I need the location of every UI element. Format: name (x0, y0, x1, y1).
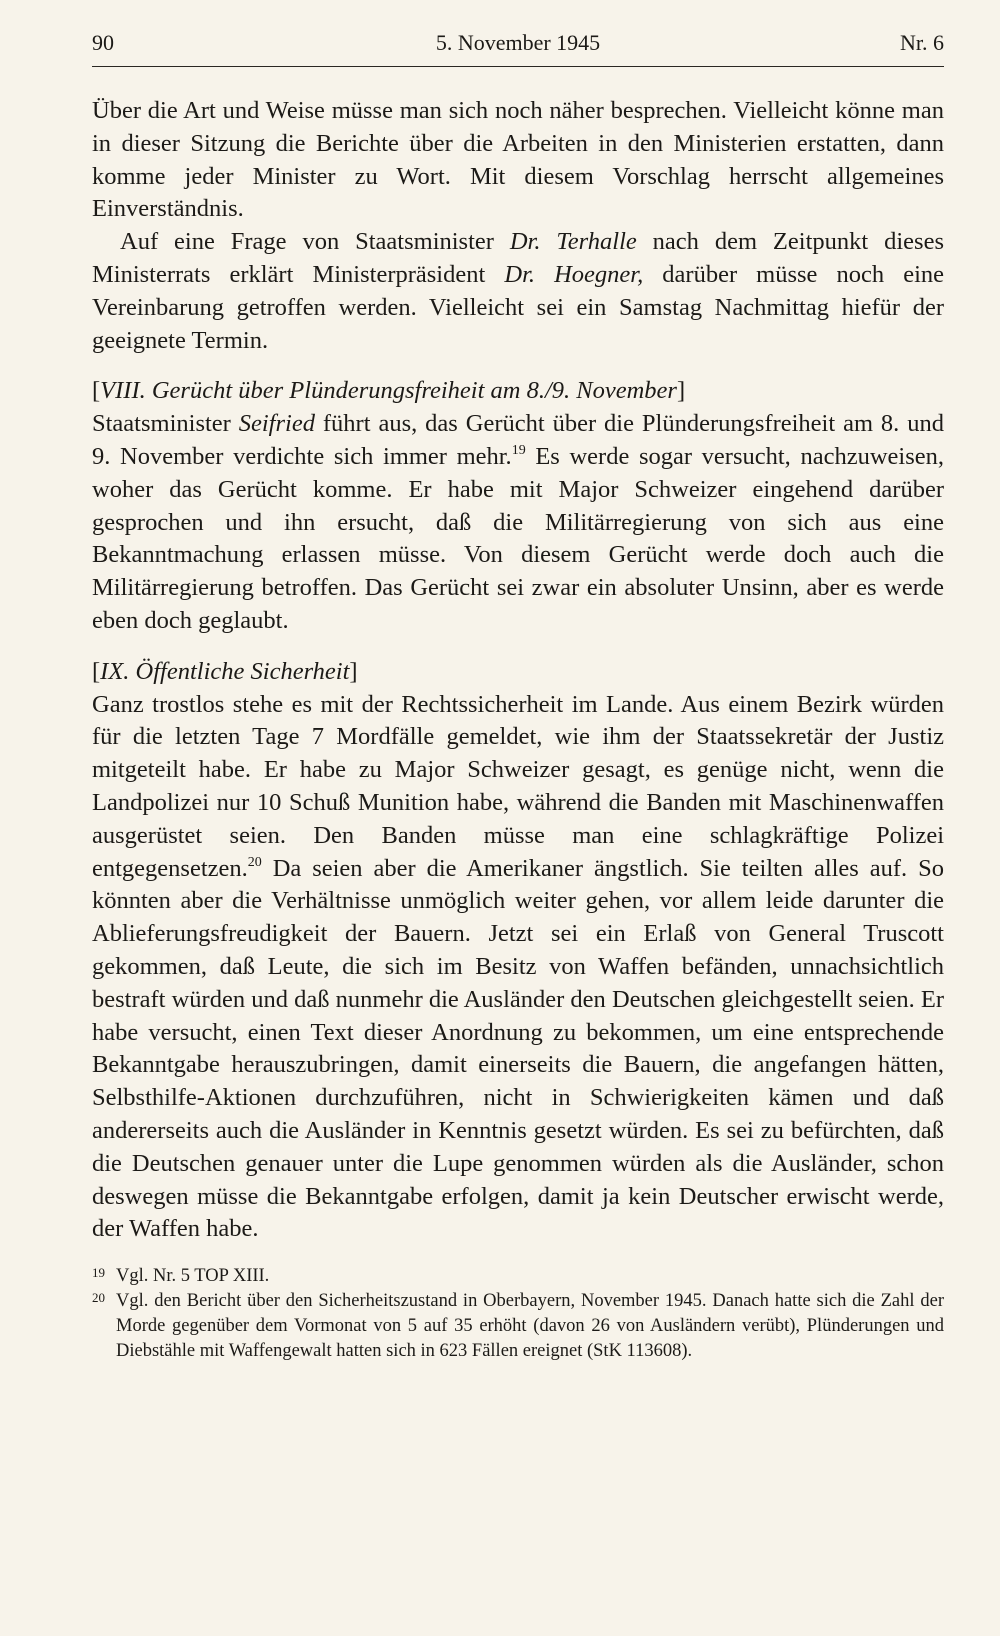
footnote-number: 20 (92, 1290, 105, 1306)
body-text (92, 95, 944, 1246)
text-run: nach dem Zeitpunkt dieses Ministerrats erklärt Ministerpräsident (92, 228, 944, 288)
text-run: darüber müsse noch eine Vereinbarung getroffen werden. Vielleicht sei ein Samstag Nachmittag hiefür der geeignete Termin. (92, 260, 944, 354)
paragraph: Über die Art und Weise müsse man sich noch näher besprechen. Vielleicht könne man in dieser Sitzung die Berichte über die Arbeiten in den Ministerien erstatten, dann komme jeder Minister zu Wort. Mit diesem Vorschlag herrscht allgemeines Einverständnis. (92, 97, 944, 223)
header-date: 5. November 1945 (435, 30, 601, 55)
person-name: Seifried (238, 410, 315, 438)
paragraph (92, 226, 944, 357)
footnote-text: Vgl. Nr. 5 TOP XIII. (116, 1266, 270, 1287)
section-heading (92, 375, 944, 408)
paragraph (92, 689, 944, 1247)
text-run: Es werde sogar versucht, nachzuweisen, woher das Gerücht komme. Er habe mit Major Schweizer eingehend darüber gesprochen und ihn ersucht, daß die Militärregierung von sich aus eine Bekanntmachung erlassen müsse. Von diesem Gerücht werde doch auch die Militärregierung betroffen. Das Gerücht sei zwar ein absoluter Unsinn, aber es werde eben doch geglaubt. (92, 442, 944, 634)
section-title: IX. Öffentliche Sicherheit (100, 657, 350, 685)
person-name: Dr. Terhalle (509, 228, 637, 256)
footnote (92, 1264, 944, 1289)
document-page (92, 30, 944, 1364)
bracket: [ (92, 657, 101, 685)
bracket: ] (349, 657, 358, 685)
footnote-ref[interactable]: 19 (511, 442, 526, 458)
bracket: ] (676, 377, 686, 405)
page-number: 90 (92, 30, 114, 55)
paragraph (92, 408, 944, 638)
running-header (92, 30, 944, 67)
text-run: Ganz trostlos stehe es mit der Rechtssicherheit im Lande. Aus einem Bezirk würden für die letzten Tage 7 Mordfälle gemeldet, wie ihm der Staatssekretär der Justiz mitgeteilt habe. Er habe zu Major Schweizer gesagt, es genüge nicht, wenn die Landpolizei nur 10 Schuß Munition habe, während die Banden mit Maschinenwaffen ausgerüstet seien. Den Banden müsse man eine schlagkräftige Polizei entgegensetzen. (92, 690, 944, 882)
footnote (92, 1289, 944, 1364)
person-name: Dr. Hoegner, (504, 260, 644, 288)
footnote-number: 19 (92, 1265, 105, 1281)
text-run: Staatsminister (92, 410, 239, 438)
text-run: führt aus, das Gerücht über die Plünderungsfreiheit am 8. und 9. November verdichte sich immer mehr. (92, 410, 944, 470)
bracket: [ (92, 377, 101, 405)
footnote-ref[interactable]: 20 (247, 854, 262, 870)
footnote-text: Vgl. den Bericht über den Sicherheitszustand in Oberbayern, November 1945. Danach hatte sich die Zahl der Morde gegenüber dem Vormonat von 5 auf 35 erhöht (davon 26 von Ausländern verübt), Plünderungen und Diebstähle mit Waffengewalt hatten sich in 623 Fällen ereignet (StK 113608). (116, 1291, 944, 1362)
issue-number: Nr. 6 (900, 30, 944, 55)
footnotes (92, 1264, 944, 1364)
section-heading (92, 656, 944, 689)
text-run: Da seien aber die Amerikaner ängstlich. Sie teilten alles auf. So könnten aber die Verhältnisse unmöglich weiter gehen, vor allem leide darunter die Ablieferungsfreudigkeit der Bauern. Jetzt sei ein Erlaß von General Truscott gekommen, daß Leute, die sich im Besitz von Waffen befänden, unnachsichtlich bestraft würden und daß nunmehr die Ausländer den Deutschen gleichgestellt seien. Er habe versucht, einen Text dieser Anordnung zu bekommen, um eine entsprechende Bekanntgabe herauszubringen, damit einerseits die Bauern, die angefangen hätten, Selbsthilfe-Aktionen durchzuführen, nicht in Schwierigkeiten kämen und daß andererseits auch die Ausländer in Kenntnis gesetzt würden. Es sei zu befürchten, daß die Deutschen genauer unter die Lupe genommen würden als die Ausländer, schon deswegen müsse die Bekanntgabe erfolgen, damit ja kein Deutscher erwischt werde, der Waffen habe. (92, 854, 944, 1243)
section-title: VIII. Gerücht über Plünderungsfreiheit am 8./9. November (100, 377, 677, 405)
text-run: Auf eine Frage von Staatsminister (120, 228, 510, 256)
